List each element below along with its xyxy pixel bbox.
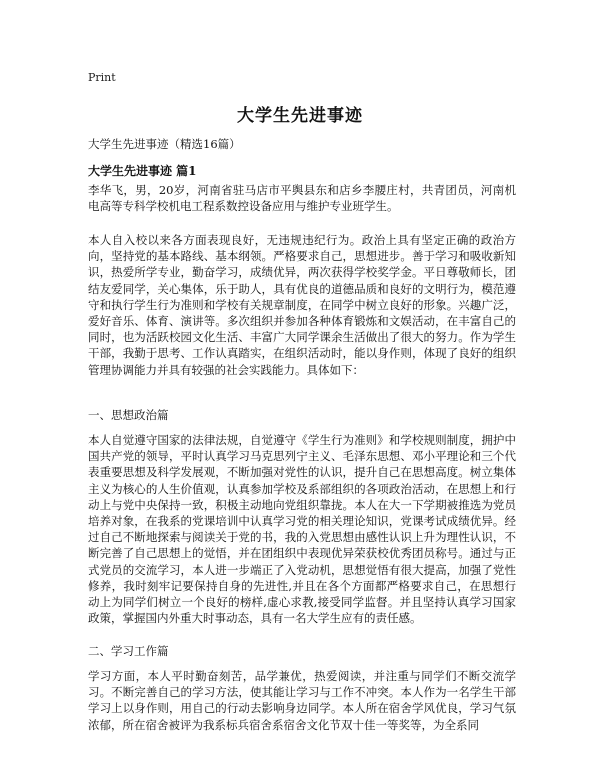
paragraph-overview: 本人自入校以来各方面表现良好，无违规违纪行为。政治上具有坚定正确的政治方向，坚持党的基本路线、基本纲领。严格要求自己，思想进步。善于学习和吸收新知识，热爱所学专业，勤奋学习，成绩优异，两次获得学校奖学金。平日尊敬师长，团结友爱同学，关心集体，乐于助人，具有优良的道德品质和良好的文明行为，模范遵守和执行学生行为准则和学校有关规章制度，在同学中树立良好的形象。兴趣广泛，爱好音乐、体育、演讲等。多次组织并参加各种体育锻炼和文娱活动，在丰富自己的同时，也为活跃校园文化生活、丰富广大同学课余生活做出了很大的努力。作为学生干部，我勤于思考、工作认真踏实，在组织活动时，能以身作则，体现了良好的组织管理协调能力并具有较强的社会实践能力。具体如下： (88, 233, 516, 377)
section-heading-study: 二、学习工作篇 (88, 644, 169, 658)
paragraph-political: 本人自觉遵守国家的法律法规，自觉遵守《学生行为准则》和学校规则制度，拥护中国共产党的领导，平时认真学习马克思列宁主义、毛泽东思想、邓小平理论和三个代表重要思想及科学发展观，不断加强对党性的认识，提升自己在思想高度。树立集体主义为核心的人生价值观，认真参加学校及系部组织的各项政治活动，在思想上和行动上与党中央保持一致，积极主动地向党组织靠拢。本人在大一下学期被推选为党员培养对象，在我系的党课培训中认真学习党的相关理论知识，党课考试成绩优异。经过自己不断地探索与阅读关于党的书，我的入党思想由感性认识上升为理性认识，不断完善了自己思想上的觉悟，并在团组织中表现优异荣获校优秀团员称号。通过与正式党员的交流学习，本人进一步端正了入党动机，思想觉悟有很大提高，加强了党性修养，我时刻牢记要保持自身的先进性,并且在各个方面都严格要求自己，在思想行动上为同学们树立一个良好的榜样,虚心求教,接受同学监督。并且坚持认真学习国家政策，掌握国内外重大时事动态，具有一名大学生应有的责任感。 (88, 433, 516, 626)
paragraph-intro: 李华飞，男，20岁，河南省驻马店市平舆县东和店乡李腰庄村，共青团员，河南机电高等专科学校机电工程系数控设备应用与维护专业班学生。 (88, 183, 516, 214)
paragraph-study: 学习方面，本人平时勤奋刻苦，品学兼优，热爱阅读，并注重与同学们不断交流学习。不断完善自己的学习方法，使其能让学习与工作不冲突。本人作为一名学生干部学习上以身作则，用自己的行动去影响身边同学。本人所在宿舍学风优良，学习气氛浓郁，所在宿舍被评为我系标兵宿舍系宿舍文化节双十佳一等奖等，为全系同 (88, 669, 516, 732)
document-subtitle: 大学生先进事迹（精选16篇） (88, 137, 241, 151)
print-link[interactable]: Print (88, 71, 116, 84)
page-title: 大学生先进事迹 (237, 106, 363, 126)
section-heading-political: 一、思想政治篇 (88, 408, 169, 422)
article-heading: 大学生先进事迹 篇1 (88, 164, 197, 178)
